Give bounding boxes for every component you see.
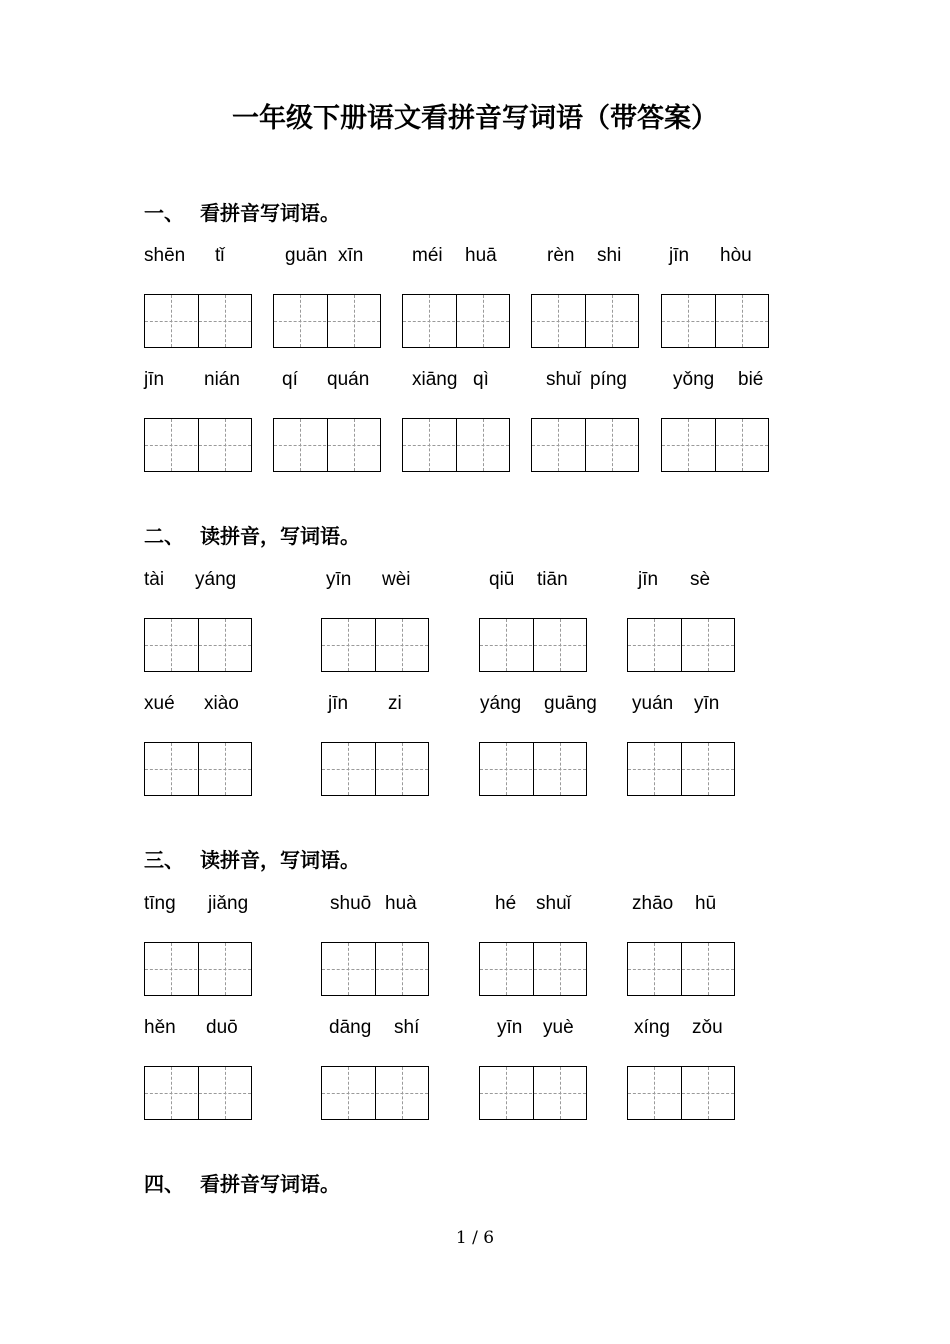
- writing-grid-box[interactable]: [479, 942, 587, 996]
- grid-guide-line: [322, 645, 428, 646]
- grid-guide-line: [171, 619, 172, 671]
- grid-guide-line: [403, 321, 509, 322]
- grid-guide-line: [506, 1067, 507, 1119]
- section-heading: [144, 520, 360, 549]
- pinyin-syllable: yáng: [195, 569, 237, 590]
- grid-guide-line: [171, 743, 172, 795]
- grid-guide-line: [145, 769, 251, 770]
- grid-guide-line: [654, 943, 655, 995]
- section-instruction: 读拼音，写词语。: [200, 848, 360, 872]
- writing-grid-box[interactable]: [144, 294, 252, 348]
- section-number: 四、: [144, 1172, 184, 1196]
- grid-guide-line: [560, 1067, 561, 1119]
- grid-guide-line: [532, 445, 638, 446]
- writing-grid-box[interactable]: [144, 742, 252, 796]
- grid-guide-line: [688, 295, 689, 347]
- pinyin-syllable: qì: [473, 369, 489, 390]
- writing-grid-box[interactable]: [144, 942, 252, 996]
- pinyin-syllable: xīn: [338, 245, 364, 266]
- grid-guide-line: [688, 419, 689, 471]
- grid-guide-line: [480, 969, 586, 970]
- grid-guide-line: [480, 1093, 586, 1094]
- pinyin-syllable: shuǐ: [546, 369, 581, 390]
- pinyin-syllable: guāng: [544, 693, 597, 714]
- pinyin-syllable: shuǐ: [536, 893, 571, 914]
- section-number: 一、: [144, 201, 184, 225]
- grid-guide-line: [628, 969, 734, 970]
- pinyin-syllable: huà: [385, 893, 417, 914]
- grid-guide-line: [662, 321, 768, 322]
- pinyin-syllable: jīn: [669, 245, 690, 266]
- pinyin-syllable: yuán: [632, 693, 674, 714]
- pinyin-syllable: xué: [144, 693, 175, 714]
- grid-guide-line: [348, 743, 349, 795]
- grid-guide-line: [225, 419, 226, 471]
- grid-guide-line: [560, 943, 561, 995]
- pinyin-syllable: xiāng: [412, 369, 458, 390]
- grid-guide-line: [348, 619, 349, 671]
- grid-guide-line: [274, 321, 380, 322]
- pinyin-syllable: píng: [590, 369, 627, 390]
- grid-guide-line: [708, 1067, 709, 1119]
- pinyin-syllable: huā: [465, 245, 497, 266]
- grid-guide-line: [322, 1093, 428, 1094]
- writing-grid-box[interactable]: [402, 294, 510, 348]
- writing-grid-box[interactable]: [627, 1066, 735, 1120]
- pinyin-syllable: shí: [394, 1017, 420, 1038]
- grid-guide-line: [322, 969, 428, 970]
- pinyin-syllable: hěn: [144, 1017, 176, 1038]
- pinyin-syllable: rèn: [547, 245, 575, 266]
- pinyin-syllable: yǒng: [673, 369, 715, 390]
- writing-grid-box[interactable]: [627, 942, 735, 996]
- grid-guide-line: [402, 1067, 403, 1119]
- writing-grid-box[interactable]: [661, 418, 769, 472]
- pinyin-syllable: shuō: [330, 893, 372, 914]
- grid-guide-line: [354, 295, 355, 347]
- writing-grid-box[interactable]: [144, 618, 252, 672]
- grid-guide-line: [628, 1093, 734, 1094]
- section-instruction: 读拼音，写词语。: [200, 524, 360, 548]
- pinyin-syllable: hū: [695, 893, 717, 914]
- grid-guide-line: [354, 419, 355, 471]
- pinyin-syllable: jīn: [328, 693, 349, 714]
- grid-guide-line: [506, 743, 507, 795]
- grid-guide-line: [225, 1067, 226, 1119]
- grid-guide-line: [145, 321, 251, 322]
- section-instruction: 看拼音写词语。: [200, 1172, 340, 1196]
- grid-guide-line: [225, 743, 226, 795]
- grid-guide-line: [612, 295, 613, 347]
- pinyin-syllable: jīn: [144, 369, 165, 390]
- writing-grid-box[interactable]: [321, 742, 429, 796]
- page-number: 1 / 6: [455, 1228, 495, 1248]
- writing-grid-box[interactable]: [273, 294, 381, 348]
- grid-guide-line: [300, 295, 301, 347]
- grid-guide-line: [480, 645, 586, 646]
- pinyin-syllable: tǐ: [215, 245, 225, 266]
- grid-guide-line: [742, 419, 743, 471]
- pinyin-syllable: xíng: [634, 1017, 670, 1038]
- pinyin-syllable: bié: [738, 369, 764, 390]
- grid-guide-line: [506, 619, 507, 671]
- grid-guide-line: [145, 645, 251, 646]
- writing-grid-box[interactable]: [144, 418, 252, 472]
- grid-guide-line: [225, 619, 226, 671]
- pinyin-syllable: sè: [690, 569, 711, 590]
- grid-guide-line: [171, 943, 172, 995]
- page-title: 一年级下册语文看拼音写词语（带答案）: [232, 103, 718, 134]
- pinyin-syllable: quán: [327, 369, 370, 390]
- pinyin-syllable: tīng: [144, 893, 176, 914]
- grid-guide-line: [300, 419, 301, 471]
- writing-grid-box[interactable]: [402, 418, 510, 472]
- grid-guide-line: [708, 743, 709, 795]
- grid-guide-line: [274, 445, 380, 446]
- grid-guide-line: [322, 769, 428, 770]
- writing-grid-box[interactable]: [627, 742, 735, 796]
- writing-grid-box[interactable]: [321, 942, 429, 996]
- pinyin-syllable: yīn: [497, 1017, 523, 1038]
- writing-grid-box[interactable]: [627, 618, 735, 672]
- pinyin-syllable: duō: [206, 1017, 238, 1038]
- grid-guide-line: [662, 445, 768, 446]
- grid-guide-line: [654, 619, 655, 671]
- pinyin-syllable: yáng: [480, 693, 522, 714]
- grid-guide-line: [429, 419, 430, 471]
- grid-guide-line: [225, 943, 226, 995]
- grid-guide-line: [145, 445, 251, 446]
- grid-guide-line: [483, 295, 484, 347]
- grid-guide-line: [506, 943, 507, 995]
- grid-guide-line: [402, 743, 403, 795]
- pinyin-syllable: nián: [204, 369, 240, 390]
- grid-guide-line: [171, 419, 172, 471]
- pinyin-syllable: hé: [495, 893, 517, 914]
- grid-guide-line: [612, 419, 613, 471]
- grid-guide-line: [628, 769, 734, 770]
- section-instruction: 看拼音写词语。: [200, 201, 340, 225]
- pinyin-syllable: shēn: [144, 245, 186, 266]
- pinyin-syllable: hòu: [720, 245, 752, 266]
- pinyin-syllable: jīn: [638, 569, 659, 590]
- pinyin-syllable: zi: [388, 693, 402, 714]
- grid-guide-line: [708, 619, 709, 671]
- pinyin-syllable: wèi: [382, 569, 411, 590]
- section-number: 二、: [144, 524, 184, 548]
- section-number: 三、: [144, 848, 184, 872]
- pinyin-syllable: jiǎng: [208, 893, 249, 914]
- section-heading: [144, 197, 340, 226]
- pinyin-syllable: méi: [412, 245, 443, 266]
- grid-guide-line: [560, 619, 561, 671]
- grid-guide-line: [654, 743, 655, 795]
- pinyin-syllable: yuè: [543, 1017, 574, 1038]
- pinyin-syllable: shi: [597, 245, 622, 266]
- writing-grid-box[interactable]: [479, 618, 587, 672]
- writing-grid-box[interactable]: [144, 1066, 252, 1120]
- writing-grid-box[interactable]: [479, 742, 587, 796]
- pinyin-syllable: zhāo: [632, 893, 674, 914]
- grid-guide-line: [532, 321, 638, 322]
- pinyin-syllable: qí: [282, 369, 298, 390]
- grid-guide-line: [558, 419, 559, 471]
- grid-guide-line: [402, 943, 403, 995]
- pinyin-syllable: xiào: [204, 693, 239, 714]
- pinyin-syllable: qiū: [489, 569, 515, 590]
- grid-guide-line: [480, 769, 586, 770]
- pinyin-syllable: zǒu: [692, 1017, 723, 1038]
- grid-guide-line: [145, 1093, 251, 1094]
- grid-guide-line: [708, 943, 709, 995]
- section-heading: [144, 1168, 340, 1197]
- grid-guide-line: [171, 1067, 172, 1119]
- writing-grid-box[interactable]: [321, 618, 429, 672]
- writing-grid-box[interactable]: [479, 1066, 587, 1120]
- writing-grid-box[interactable]: [321, 1066, 429, 1120]
- grid-guide-line: [348, 943, 349, 995]
- grid-guide-line: [558, 295, 559, 347]
- pinyin-syllable: dāng: [329, 1017, 372, 1038]
- writing-grid-box[interactable]: [531, 294, 639, 348]
- grid-guide-line: [483, 419, 484, 471]
- grid-guide-line: [402, 619, 403, 671]
- grid-guide-line: [742, 295, 743, 347]
- section-heading: [144, 844, 360, 873]
- writing-grid-box[interactable]: [531, 418, 639, 472]
- writing-grid-box[interactable]: [273, 418, 381, 472]
- grid-guide-line: [171, 295, 172, 347]
- grid-guide-line: [560, 743, 561, 795]
- grid-guide-line: [225, 295, 226, 347]
- grid-guide-line: [429, 295, 430, 347]
- grid-guide-line: [654, 1067, 655, 1119]
- pinyin-syllable: tiān: [537, 569, 568, 590]
- pinyin-syllable: yīn: [326, 569, 352, 590]
- grid-guide-line: [145, 969, 251, 970]
- pinyin-syllable: guān: [285, 245, 328, 266]
- writing-grid-box[interactable]: [661, 294, 769, 348]
- grid-guide-line: [628, 645, 734, 646]
- pinyin-syllable: tài: [144, 569, 165, 590]
- grid-guide-line: [403, 445, 509, 446]
- grid-guide-line: [348, 1067, 349, 1119]
- pinyin-syllable: yīn: [694, 693, 720, 714]
